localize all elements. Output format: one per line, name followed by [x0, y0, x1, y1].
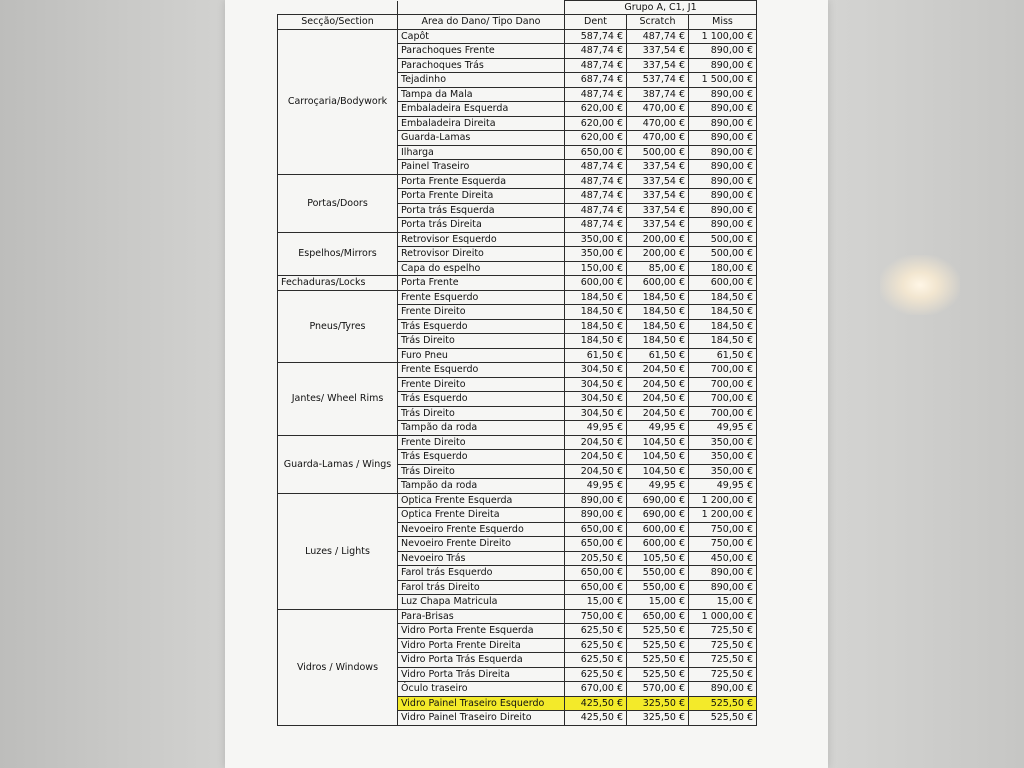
- damage-area-cell: Farol trás Esquerdo: [398, 566, 565, 581]
- dent-price-cell: 890,00 €: [565, 508, 627, 523]
- dent-price-cell: 587,74 €: [565, 29, 627, 44]
- scratch-price-cell: 690,00 €: [627, 493, 689, 508]
- damage-area-cell: Vidro Painel Traseiro Direito: [398, 711, 565, 726]
- miss-price-cell: 525,50 €: [689, 696, 757, 711]
- scratch-price-cell: 550,00 €: [627, 566, 689, 581]
- miss-price-cell: 1 200,00 €: [689, 493, 757, 508]
- dent-price-cell: 487,74 €: [565, 58, 627, 73]
- area-column-header: Area do Dano/ Tipo Dano: [398, 15, 565, 30]
- dent-price-cell: 620,00 €: [565, 102, 627, 117]
- damage-area-cell: Trás Direito: [398, 334, 565, 349]
- damage-area-cell: Frente Esquerdo: [398, 363, 565, 378]
- damage-area-cell: Parachoques Trás: [398, 58, 565, 73]
- damage-area-cell: Porta Frente: [398, 276, 565, 291]
- dent-price-cell: 487,74 €: [565, 44, 627, 59]
- scratch-price-cell: 337,54 €: [627, 174, 689, 189]
- miss-price-cell: 700,00 €: [689, 363, 757, 378]
- scratch-price-cell: 49,95 €: [627, 421, 689, 436]
- scratch-price-cell: 15,00 €: [627, 595, 689, 610]
- scratch-price-cell: 184,50 €: [627, 334, 689, 349]
- table-row: [278, 276, 757, 291]
- dent-price-cell: 650,00 €: [565, 522, 627, 537]
- table-row: [278, 363, 757, 378]
- light-glare: [880, 255, 960, 315]
- table-row: [278, 232, 757, 247]
- scratch-price-cell: 200,00 €: [627, 232, 689, 247]
- dent-price-cell: 304,50 €: [565, 363, 627, 378]
- scratch-price-cell: 61,50 €: [627, 348, 689, 363]
- dent-price-cell: 487,74 €: [565, 174, 627, 189]
- dent-price-cell: 487,74 €: [565, 160, 627, 175]
- scratch-price-cell: 470,00 €: [627, 131, 689, 146]
- section-label: Portas/Doors: [278, 174, 398, 232]
- header-spacer: [278, 1, 398, 15]
- miss-price-cell: 890,00 €: [689, 566, 757, 581]
- table-row: [278, 29, 757, 44]
- dent-price-cell: 184,50 €: [565, 305, 627, 320]
- scratch-price-cell: 570,00 €: [627, 682, 689, 697]
- scratch-price-cell: 184,50 €: [627, 290, 689, 305]
- damage-area-cell: Frente Direito: [398, 435, 565, 450]
- miss-price-cell: 184,50 €: [689, 305, 757, 320]
- miss-price-cell: 890,00 €: [689, 58, 757, 73]
- damage-area-cell: Porta trás Esquerda: [398, 203, 565, 218]
- damage-area-cell: Embaladeira Esquerda: [398, 102, 565, 117]
- scratch-price-cell: 470,00 €: [627, 102, 689, 117]
- damage-area-cell: Capa do espelho: [398, 261, 565, 276]
- miss-price-cell: 725,50 €: [689, 667, 757, 682]
- damage-area-cell: Porta Frente Direita: [398, 189, 565, 204]
- damage-area-cell: Vidro Porta Trás Esquerda: [398, 653, 565, 668]
- miss-price-cell: 750,00 €: [689, 522, 757, 537]
- miss-price-cell: 500,00 €: [689, 247, 757, 262]
- price-table: [277, 0, 757, 726]
- damage-area-cell: Vidro Porta Frente Direita: [398, 638, 565, 653]
- damage-area-cell: Tampa da Mala: [398, 87, 565, 102]
- scratch-price-cell: 600,00 €: [627, 276, 689, 291]
- scratch-price-cell: 325,50 €: [627, 711, 689, 726]
- miss-price-cell: 890,00 €: [689, 160, 757, 175]
- dent-price-cell: 205,50 €: [565, 551, 627, 566]
- damage-area-cell: Painel Traseiro: [398, 160, 565, 175]
- miss-price-cell: 1 000,00 €: [689, 609, 757, 624]
- miss-price-cell: 890,00 €: [689, 682, 757, 697]
- miss-price-cell: 890,00 €: [689, 218, 757, 233]
- dent-price-cell: 350,00 €: [565, 232, 627, 247]
- dent-price-cell: 49,95 €: [565, 479, 627, 494]
- scratch-price-cell: 525,50 €: [627, 638, 689, 653]
- dent-price-cell: 184,50 €: [565, 334, 627, 349]
- header-row-columns: [278, 15, 757, 30]
- damage-area-cell: Ilharga: [398, 145, 565, 160]
- dent-price-cell: 204,50 €: [565, 450, 627, 465]
- miss-price-cell: 350,00 €: [689, 450, 757, 465]
- section-label: Espelhos/Mirrors: [278, 232, 398, 276]
- damage-area-cell: Óculo traseiro: [398, 682, 565, 697]
- scratch-price-cell: 337,54 €: [627, 160, 689, 175]
- dent-price-cell: 425,50 €: [565, 696, 627, 711]
- miss-price-cell: 750,00 €: [689, 537, 757, 552]
- scratch-price-cell: 500,00 €: [627, 145, 689, 160]
- scratch-price-cell: 470,00 €: [627, 116, 689, 131]
- damage-area-cell: Capôt: [398, 29, 565, 44]
- miss-price-cell: 184,50 €: [689, 290, 757, 305]
- table-row: [278, 435, 757, 450]
- damage-area-cell: Trás Esquerdo: [398, 392, 565, 407]
- damage-area-cell: Tampão da roda: [398, 479, 565, 494]
- miss-price-cell: 890,00 €: [689, 189, 757, 204]
- dent-price-cell: 750,00 €: [565, 609, 627, 624]
- dent-price-cell: 304,50 €: [565, 406, 627, 421]
- dent-price-cell: 425,50 €: [565, 711, 627, 726]
- dent-price-cell: 49,95 €: [565, 421, 627, 436]
- miss-price-cell: 700,00 €: [689, 406, 757, 421]
- miss-price-cell: 49,95 €: [689, 421, 757, 436]
- header-row-group: [278, 1, 757, 15]
- table-row: [278, 493, 757, 508]
- miss-price-cell: 890,00 €: [689, 203, 757, 218]
- damage-area-cell: Nevoeiro Frente Esquerdo: [398, 522, 565, 537]
- miss-price-cell: 890,00 €: [689, 102, 757, 117]
- damage-area-cell: Trás Esquerdo: [398, 450, 565, 465]
- miss-price-cell: 725,50 €: [689, 638, 757, 653]
- scratch-price-cell: 204,50 €: [627, 392, 689, 407]
- dent-price-cell: 487,74 €: [565, 203, 627, 218]
- dent-price-cell: 61,50 €: [565, 348, 627, 363]
- scratch-price-cell: 550,00 €: [627, 580, 689, 595]
- damage-area-cell: Trás Direito: [398, 406, 565, 421]
- scratch-price-cell: 487,74 €: [627, 29, 689, 44]
- damage-area-cell: Furo Pneu: [398, 348, 565, 363]
- section-column-header: Secção/Section: [278, 15, 398, 30]
- scratch-price-cell: 337,54 €: [627, 189, 689, 204]
- table-row: [278, 174, 757, 189]
- miss-price-cell: 1 500,00 €: [689, 73, 757, 88]
- miss-price-cell: 525,50 €: [689, 711, 757, 726]
- miss-price-cell: 49,95 €: [689, 479, 757, 494]
- dent-price-cell: 670,00 €: [565, 682, 627, 697]
- scratch-price-cell: 49,95 €: [627, 479, 689, 494]
- scratch-price-cell: 525,50 €: [627, 624, 689, 639]
- miss-price-cell: 890,00 €: [689, 174, 757, 189]
- table-row: [278, 609, 757, 624]
- damage-area-cell: Luz Chapa Matricula: [398, 595, 565, 610]
- dent-price-cell: 204,50 €: [565, 435, 627, 450]
- dent-price-cell: 625,50 €: [565, 653, 627, 668]
- scratch-price-cell: 525,50 €: [627, 667, 689, 682]
- damage-area-cell: Optica Frente Esquerda: [398, 493, 565, 508]
- section-label: Fechaduras/Locks: [278, 276, 398, 291]
- scratch-price-cell: 105,50 €: [627, 551, 689, 566]
- dent-price-cell: 625,50 €: [565, 667, 627, 682]
- dent-price-cell: 184,50 €: [565, 290, 627, 305]
- miss-price-cell: 350,00 €: [689, 464, 757, 479]
- damage-area-cell: Nevoeiro Frente Direito: [398, 537, 565, 552]
- dent-price-cell: 204,50 €: [565, 464, 627, 479]
- scratch-price-cell: 337,54 €: [627, 44, 689, 59]
- damage-area-cell: Frente Esquerdo: [398, 290, 565, 305]
- section-label: Carroçaria/Bodywork: [278, 29, 398, 174]
- miss-price-cell: 890,00 €: [689, 580, 757, 595]
- scratch-price-cell: 325,50 €: [627, 696, 689, 711]
- damage-area-cell: Retrovisor Esquerdo: [398, 232, 565, 247]
- dent-price-cell: 15,00 €: [565, 595, 627, 610]
- scratch-price-cell: 85,00 €: [627, 261, 689, 276]
- dent-price-cell: 620,00 €: [565, 116, 627, 131]
- miss-price-cell: 500,00 €: [689, 232, 757, 247]
- dent-price-cell: 304,50 €: [565, 392, 627, 407]
- damage-area-cell: Trás Direito: [398, 464, 565, 479]
- damage-area-cell: Vidro Porta Frente Esquerda: [398, 624, 565, 639]
- scratch-price-cell: 184,50 €: [627, 305, 689, 320]
- scratch-price-cell: 104,50 €: [627, 450, 689, 465]
- scratch-price-cell: 537,74 €: [627, 73, 689, 88]
- dent-price-cell: 687,74 €: [565, 73, 627, 88]
- scratch-price-cell: 690,00 €: [627, 508, 689, 523]
- damage-area-cell: Tejadinho: [398, 73, 565, 88]
- dent-price-cell: 650,00 €: [565, 566, 627, 581]
- miss-price-cell: 890,00 €: [689, 44, 757, 59]
- scratch-price-cell: 200,00 €: [627, 247, 689, 262]
- damage-area-cell: Embaladeira Direita: [398, 116, 565, 131]
- miss-price-cell: 61,50 €: [689, 348, 757, 363]
- scratch-price-cell: 337,54 €: [627, 58, 689, 73]
- dent-price-cell: 600,00 €: [565, 276, 627, 291]
- table-row: [278, 290, 757, 305]
- miss-price-cell: 890,00 €: [689, 131, 757, 146]
- miss-column-header: Miss: [689, 15, 757, 30]
- miss-price-cell: 180,00 €: [689, 261, 757, 276]
- scratch-price-cell: 104,50 €: [627, 464, 689, 479]
- dent-price-cell: 184,50 €: [565, 319, 627, 334]
- scratch-price-cell: 204,50 €: [627, 377, 689, 392]
- miss-price-cell: 350,00 €: [689, 435, 757, 450]
- scratch-price-cell: 600,00 €: [627, 537, 689, 552]
- scratch-price-cell: 337,54 €: [627, 218, 689, 233]
- dent-price-cell: 620,00 €: [565, 131, 627, 146]
- damage-area-cell: Porta Frente Esquerda: [398, 174, 565, 189]
- miss-price-cell: 725,50 €: [689, 624, 757, 639]
- dent-price-cell: 890,00 €: [565, 493, 627, 508]
- dent-price-cell: 650,00 €: [565, 537, 627, 552]
- dent-price-cell: 487,74 €: [565, 218, 627, 233]
- miss-price-cell: 890,00 €: [689, 87, 757, 102]
- section-label: Jantes/ Wheel Rims: [278, 363, 398, 436]
- header-spacer: [398, 1, 565, 15]
- damage-area-cell: Farol trás Direito: [398, 580, 565, 595]
- scratch-price-cell: 204,50 €: [627, 363, 689, 378]
- miss-price-cell: 184,50 €: [689, 319, 757, 334]
- dent-price-cell: 487,74 €: [565, 87, 627, 102]
- damage-area-cell: Retrovisor Direito: [398, 247, 565, 262]
- dent-price-cell: 487,74 €: [565, 189, 627, 204]
- section-label: Luzes / Lights: [278, 493, 398, 609]
- miss-price-cell: 725,50 €: [689, 653, 757, 668]
- damage-area-cell: Guarda-Lamas: [398, 131, 565, 146]
- scratch-price-cell: 184,50 €: [627, 319, 689, 334]
- dent-price-cell: 650,00 €: [565, 580, 627, 595]
- miss-price-cell: 600,00 €: [689, 276, 757, 291]
- damage-area-cell: Frente Direito: [398, 377, 565, 392]
- dent-column-header: Dent: [565, 15, 627, 30]
- miss-price-cell: 890,00 €: [689, 116, 757, 131]
- damage-area-cell: Tampão da roda: [398, 421, 565, 436]
- damage-area-cell: Vidro Painel Traseiro Esquerdo: [398, 696, 565, 711]
- damage-area-cell: Nevoeiro Trás: [398, 551, 565, 566]
- damage-area-cell: Porta trás Direita: [398, 218, 565, 233]
- miss-price-cell: 1 100,00 €: [689, 29, 757, 44]
- miss-price-cell: 890,00 €: [689, 145, 757, 160]
- scratch-column-header: Scratch: [627, 15, 689, 30]
- miss-price-cell: 700,00 €: [689, 377, 757, 392]
- scratch-price-cell: 104,50 €: [627, 435, 689, 450]
- damage-area-cell: Frente Direito: [398, 305, 565, 320]
- miss-price-cell: 700,00 €: [689, 392, 757, 407]
- damage-area-cell: Vidro Porta Trás Direita: [398, 667, 565, 682]
- section-label: Guarda-Lamas / Wings: [278, 435, 398, 493]
- dent-price-cell: 150,00 €: [565, 261, 627, 276]
- scratch-price-cell: 204,50 €: [627, 406, 689, 421]
- scratch-price-cell: 525,50 €: [627, 653, 689, 668]
- dent-price-cell: 625,50 €: [565, 638, 627, 653]
- dent-price-cell: 350,00 €: [565, 247, 627, 262]
- damage-area-cell: Para-Brisas: [398, 609, 565, 624]
- scratch-price-cell: 650,00 €: [627, 609, 689, 624]
- dent-price-cell: 304,50 €: [565, 377, 627, 392]
- section-label: Pneus/Tyres: [278, 290, 398, 363]
- dent-price-cell: 625,50 €: [565, 624, 627, 639]
- miss-price-cell: 15,00 €: [689, 595, 757, 610]
- miss-price-cell: 1 200,00 €: [689, 508, 757, 523]
- miss-price-cell: 450,00 €: [689, 551, 757, 566]
- scratch-price-cell: 337,54 €: [627, 203, 689, 218]
- section-label: Vidros / Windows: [278, 609, 398, 725]
- miss-price-cell: 184,50 €: [689, 334, 757, 349]
- damage-area-cell: Optica Frente Direita: [398, 508, 565, 523]
- dent-price-cell: 650,00 €: [565, 145, 627, 160]
- scratch-price-cell: 387,74 €: [627, 87, 689, 102]
- group-header: Grupo A, C1, J1: [565, 1, 757, 15]
- damage-area-cell: Trás Esquerdo: [398, 319, 565, 334]
- damage-area-cell: Parachoques Frente: [398, 44, 565, 59]
- scratch-price-cell: 600,00 €: [627, 522, 689, 537]
